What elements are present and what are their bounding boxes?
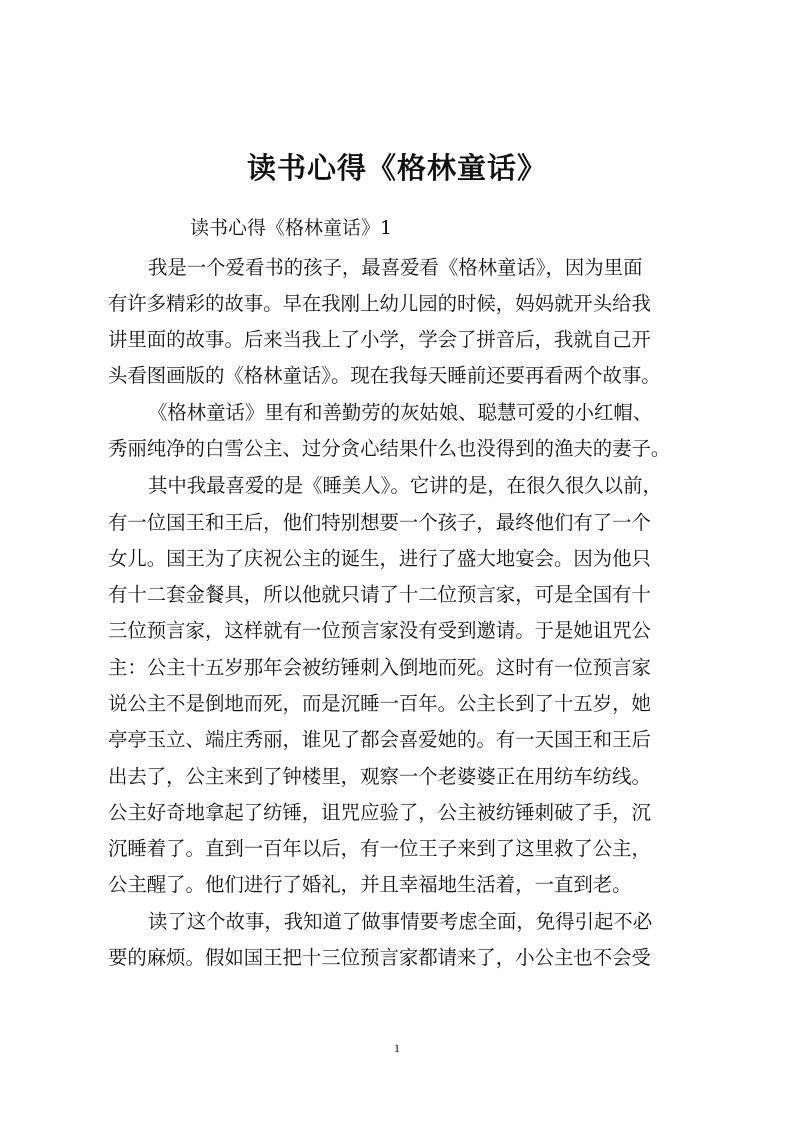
paragraph-line: 讲里面的故事。后来当我上了小学，学会了拼音后，我就自己开	[108, 328, 651, 351]
paragraph-line: 要的麻烦。假如国王把十三位预言家都请来了，小公主也不会受	[108, 946, 651, 969]
page-number: 1	[394, 1041, 400, 1055]
paragraph-line: 亭亭玉立、端庄秀丽，谁见了都会喜爱她的。有一天国王和王后	[108, 728, 651, 751]
paragraph-line: 主：公主十五岁那年会被纺锤刺入倒地而死。这时有一位预言家	[108, 656, 651, 679]
paragraph-line: 头看图画版的《格林童话》。现在我每天睡前还要再看两个故事。	[108, 364, 661, 387]
paragraph-line: 沉睡着了。直到一百年以后，有一位王子来到了这里救了公主，	[108, 837, 651, 860]
paragraph-line: 公主好奇地拿起了纺锤，诅咒应验了，公主被纺锤刺破了手，沉	[108, 801, 651, 824]
paragraph-line: 其中我最喜爱的是《睡美人》。它讲的是，在很久很久以前，	[148, 474, 662, 497]
paragraph-line: 读了这个故事，我知道了做事情要考虑全面，免得引起不必	[148, 910, 653, 933]
document-subheading: 读书心得《格林童话》1	[190, 217, 393, 239]
paragraph-line: 我是一个爱看书的孩子，最喜爱看《格林童话》，因为里面	[148, 256, 643, 279]
document-title: 读书心得《格林童话》	[246, 151, 547, 185]
paragraph-line: 有一位国王和王后，他们特别想要一个孩子，最终他们有了一个	[108, 511, 651, 534]
paragraph-line: 秀丽纯净的白雪公主、过分贪心结果什么也没得到的渔夫的妻子。	[108, 437, 671, 460]
paragraph-line: 三位预言家，这样就有一位预言家没有受到邀请。于是她诅咒公	[108, 619, 651, 642]
paragraph-line: 女儿。国王为了庆祝公主的诞生，进行了盛大地宴会。因为他只	[108, 547, 651, 570]
paragraph-line: 有许多精彩的故事。早在我刚上幼儿园的时候，妈妈就开头给我	[108, 292, 651, 315]
paragraph-line: 公主醒了。他们进行了婚礼，并且幸福地生活着，一直到老。	[108, 873, 632, 896]
paragraph-line: 出去了，公主来到了钟楼里，观察一个老婆婆正在用纺车纺线。	[108, 765, 651, 788]
paragraph-line: 《格林童话》里有和善勤劳的灰姑娘、聪慧可爱的小红帽、	[148, 401, 653, 424]
paragraph-line: 有十二套金餐具，所以他就只请了十二位预言家，可是全国有十	[108, 583, 651, 606]
paragraph-line: 说公主不是倒地而死，而是沉睡一百年。公主长到了十五岁，她	[108, 692, 651, 715]
